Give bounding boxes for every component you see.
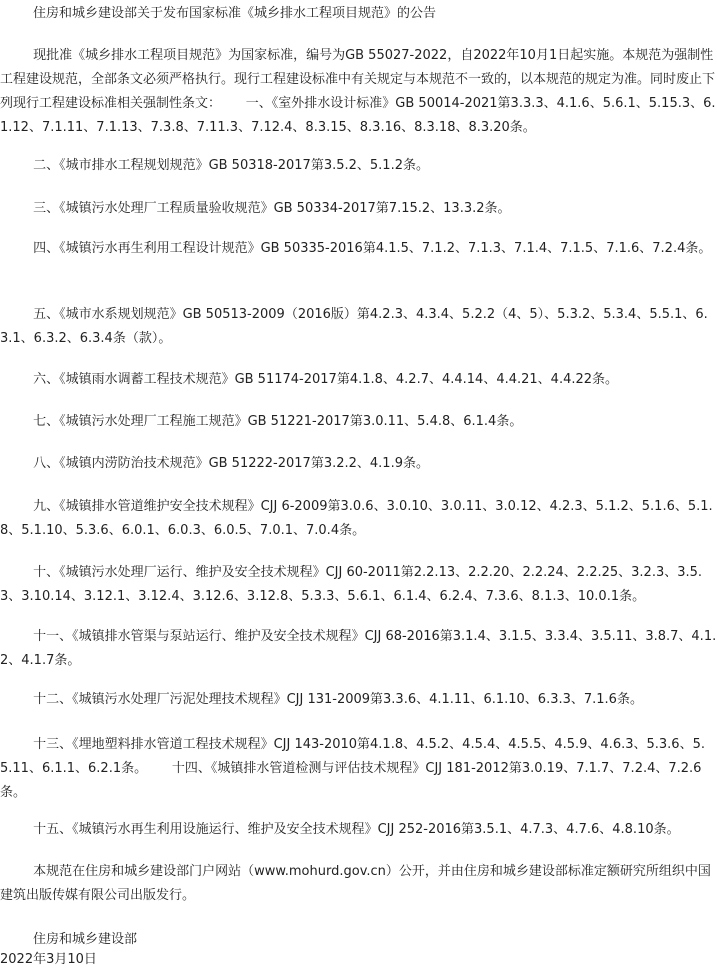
signature-org: 住房和城乡建设部 <box>33 932 138 947</box>
document-title: 住房和城乡建设部关于发布国家标准《城乡排水工程项目规范》的公告 <box>33 6 437 21</box>
list-item-13-14: 十三、《埋地塑料排水管道工程技术规程》CJJ 143-2010第4.1.8、4.5.2、4.5.4、4.5.5、4.5.9、4.6.3、5.3.6、5.5.11、6.1.1、6.2.1条。 十四、《城镇排水管道检测与评估技术规程》CJJ 181-2012第3.0.19、7.1.7、7.2.4、7.2.6条。 <box>0 737 705 800</box>
list-item-6: 六、《城镇雨水调蓄工程技术规范》GB 51174-2017第4.1.8、4.2.7、4.4.14、4.4.21、4.4.22条。 <box>0 372 619 387</box>
publication-paragraph: 本规范在住房和城乡建设部门户网站（www.mohurd.gov.cn）公开，并由住房和城乡建设部标准定额研究所组织中国建筑出版传媒有限公司出版发行。 <box>0 864 711 903</box>
list-item-2: 二、《城市排水工程规划规范》GB 50318-2017第3.5.2、5.1.2条。 <box>0 158 429 173</box>
signature-date: 2022年3月10日 <box>0 952 97 967</box>
intro-paragraph: 现批准《城乡排水工程项目规范》为国家标准，编号为GB 55027-2022，自2022年10月1日起实施。本规范为强制性工程建设规范，全部条文必须严格执行。现行工程建设标准中有关规定与本规范不一致的，以本规范的规定为准。同时废止下列现行工程建设标准相关强制性条文： 一、《室外排水设计标准》GB 50014-2021第3.3.3、4.1.6、5.6.1、5.15.3、6.1.12、7.1.11、7.1.13、7.3.8、7.11.3、7.12.4、8.3.15、8.3.16、8.3.18、8.3.20条。 <box>0 48 716 135</box>
list-item-10: 十、《城镇污水处理厂运行、维护及安全技术规程》CJJ 60-2011第2.2.13、2.2.20、2.2.24、2.2.25、3.2.3、3.5.3、3.10.14、3.12.1、3.12.4、3.12.6、3.12.8、5.3.3、5.6.1、6.1.4、6.2.4、7.3.6、8.1.3、10.0.1条。 <box>0 565 703 604</box>
list-item-8: 八、《城镇内涝防治技术规范》GB 51222-2017第3.2.2、4.1.9条。 <box>0 456 429 471</box>
list-item-12: 十二、《城镇污水处理厂污泥处理技术规程》CJJ 131-2009第3.3.6、4.1.11、6.1.10、6.3.3、7.1.6条。 <box>0 692 643 707</box>
list-item-3: 三、《城镇污水处理厂工程质量验收规范》GB 50334-2017第7.15.2、13.3.2条。 <box>0 201 511 216</box>
list-item-4: 四、《城镇污水再生利用工程设计规范》GB 50335-2016第4.1.5、7.1.2、7.1.3、7.1.4、7.1.5、7.1.6、7.2.4条。 <box>0 241 712 256</box>
list-item-5: 五、《城市水系规划规范》GB 50513-2009（2016版）第4.2.3、4.3.4、5.2.2（4、5）、5.3.2、5.3.4、5.5.1、6.3.1、6.3.2、6.3.4条（款）。 <box>0 307 708 346</box>
list-item-9: 九、《城镇排水管道维护安全技术规程》CJJ 6-2009第3.0.6、3.0.10、3.0.11、3.0.12、4.2.3、5.1.2、5.1.6、5.1.8、5.1.10、5.3.6、6.0.1、6.0.3、6.0.5、7.0.1、7.0.4条。 <box>0 499 713 538</box>
list-item-11: 十一、《城镇排水管渠与泵站运行、维护及安全技术规程》CJJ 68-2016第3.1.4、3.1.5、3.3.4、3.5.11、3.8.7、4.1.2、4.1.7条。 <box>0 629 717 668</box>
list-item-7: 七、《城镇污水处理厂工程施工规范》GB 51221-2017第3.0.11、5.4.8、6.1.4条。 <box>0 414 523 429</box>
list-item-15: 十五、《城镇污水再生利用设施运行、维护及安全技术规程》CJJ 252-2016第3.5.1、4.7.3、4.7.6、4.8.10条。 <box>0 822 680 837</box>
